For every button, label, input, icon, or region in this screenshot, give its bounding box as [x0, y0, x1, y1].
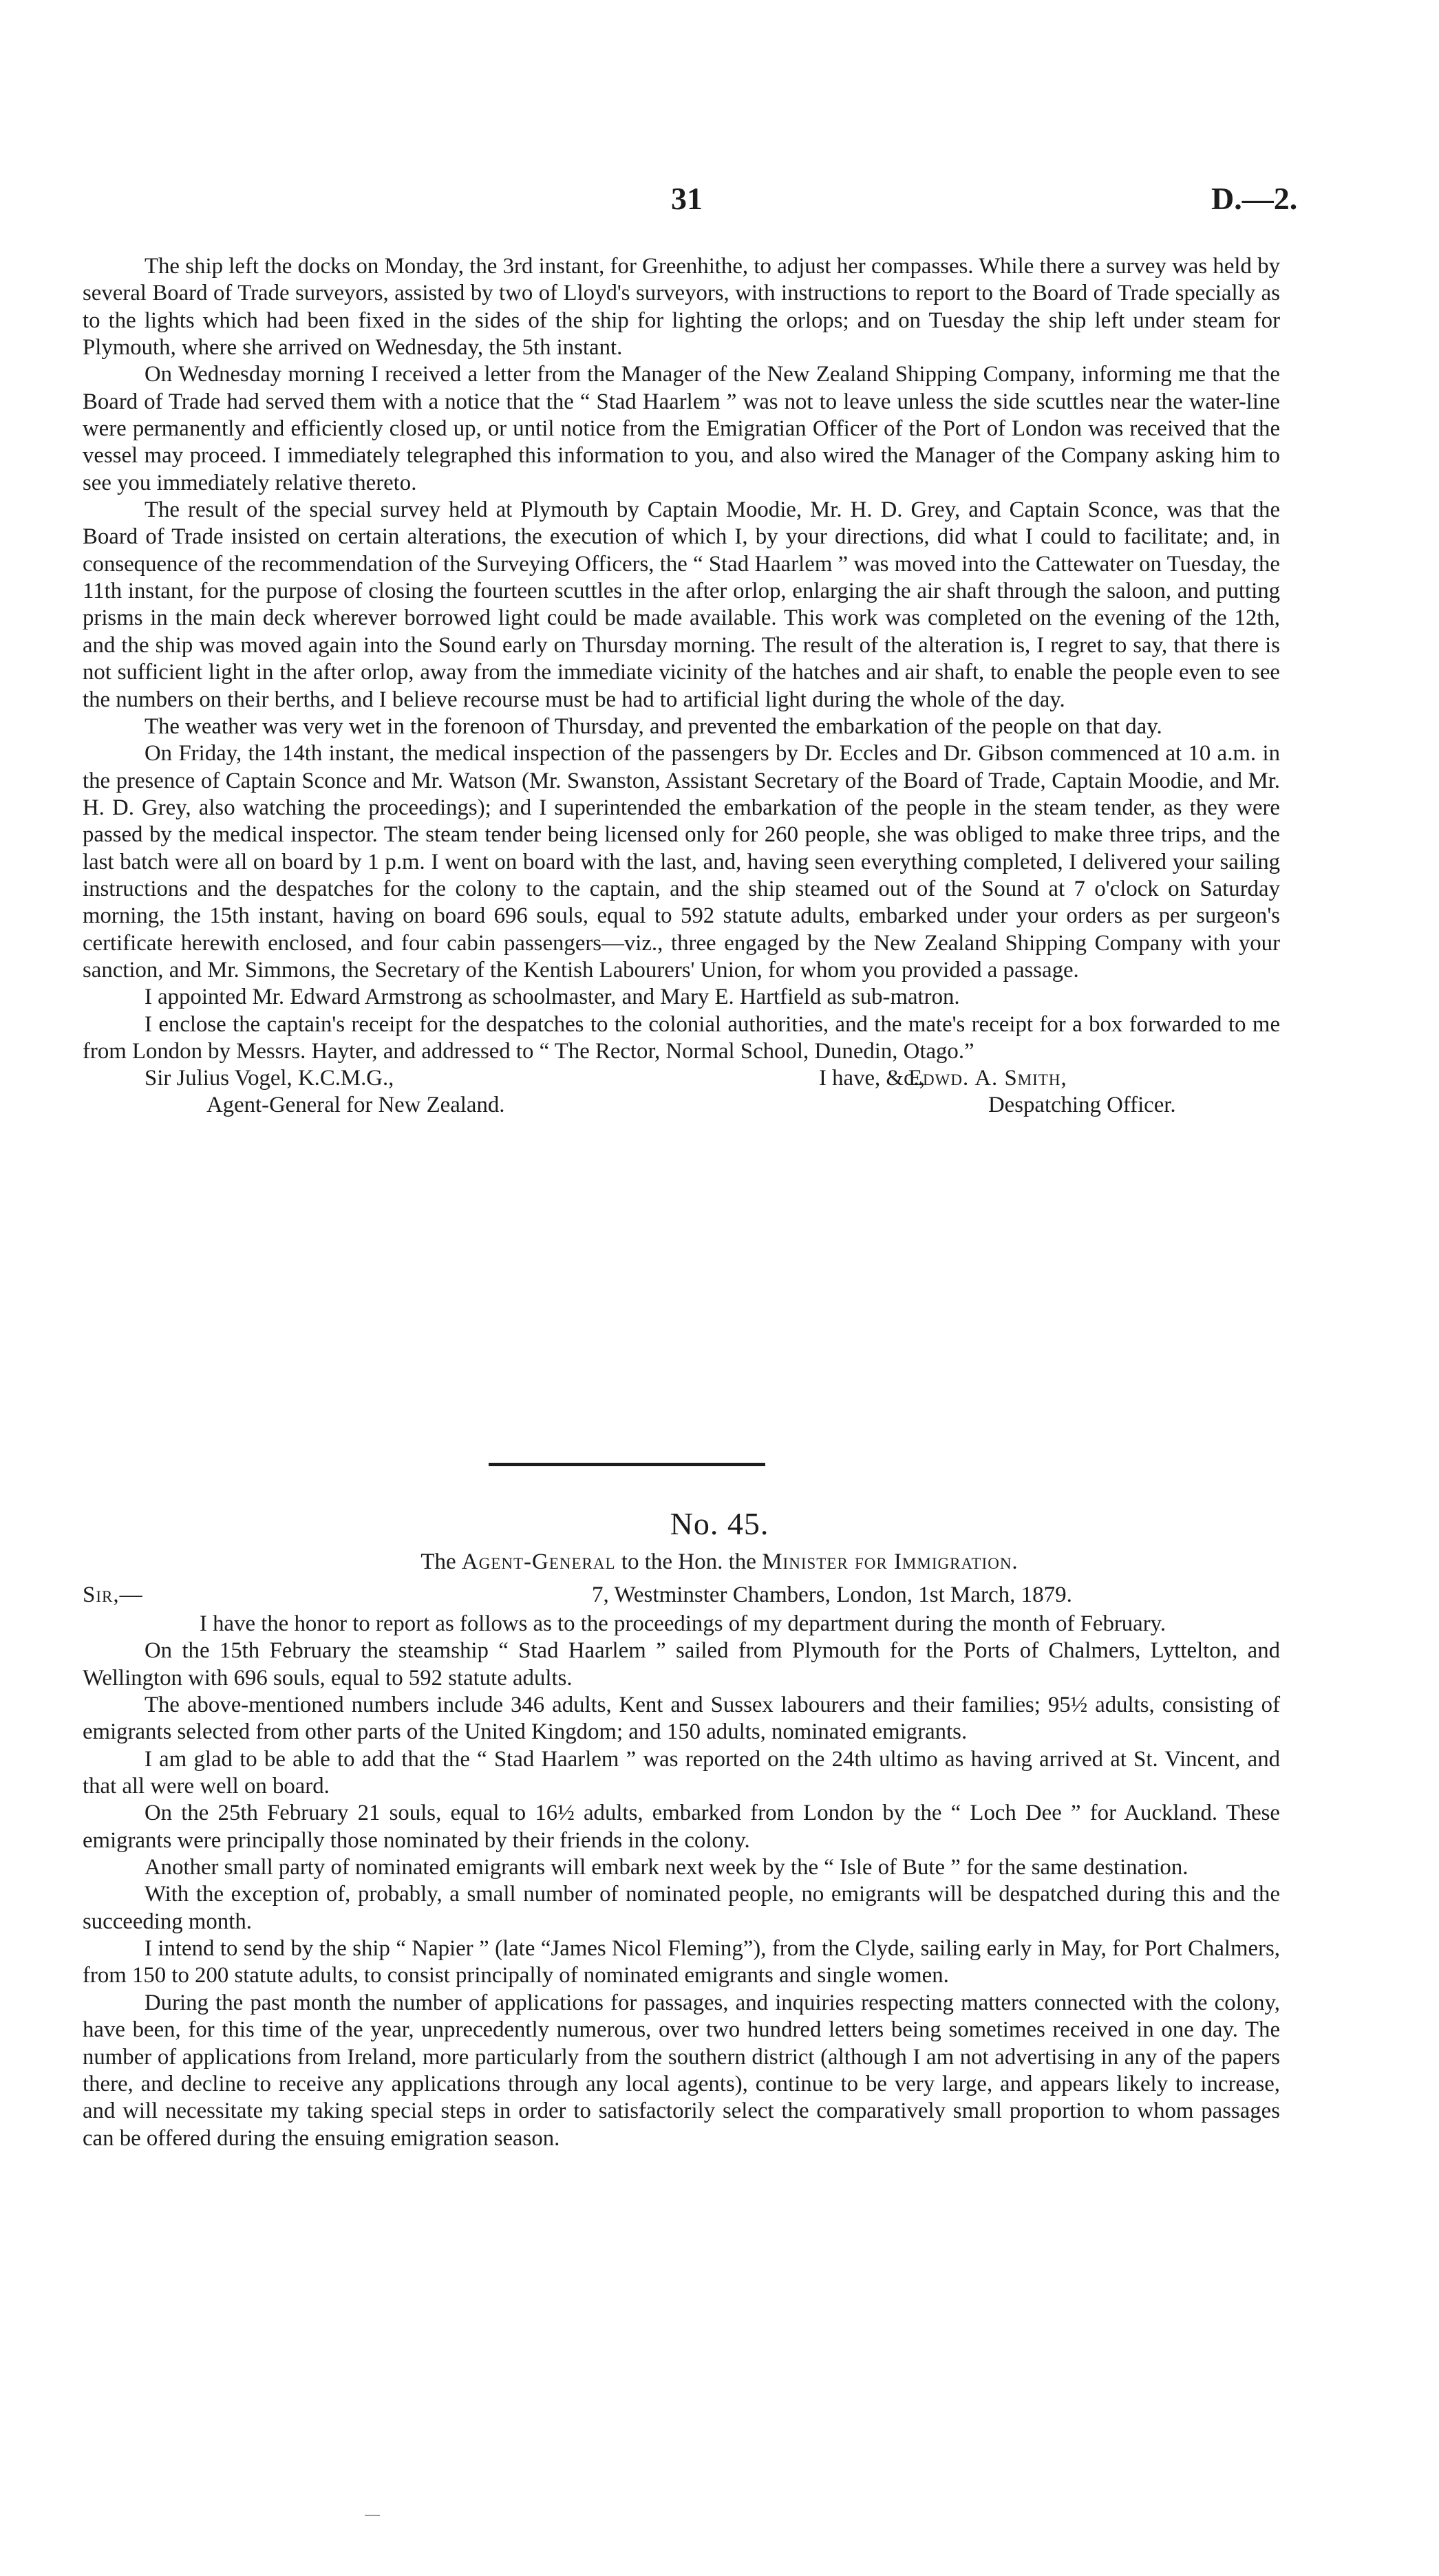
paragraph: On the 25th February 21 souls, equal to 16½ adults, embarked from London by the “ Loch Dee ” for Auckland. These emigrants were principally those nominated by their friends in the colony.	[83, 1801, 1280, 1853]
paragraph: The weather was very wet in the forenoon of Thursday, and prevented the embarkation of the people on that day.	[145, 713, 1162, 739]
document-reference: D.—2.	[1211, 181, 1298, 216]
recipient-title: Agent-General for New Zealand.	[206, 1093, 505, 1118]
signatory-title: Despatching Officer.	[988, 1093, 1176, 1118]
closing: I have, &c.,	[819, 1066, 925, 1091]
letter-45-body	[83, 1611, 1280, 2152]
paragraph: I appointed Mr. Edward Armstrong as schoolmaster, and Mary E. Hartfield as sub-matron.	[145, 985, 960, 1010]
signature-row-2	[83, 1092, 1280, 1119]
paragraph: Another small party of nominated emigrants will embark next week by the “ Isle of Bute ” for the same destination.	[145, 1855, 1188, 1880]
paragraph: With the exception of, probably, a small number of nominated people, no emigrants will be despatched during this and the succeeding month.	[83, 1882, 1280, 1934]
paragraph: I intend to send by the ship “ Napier ” (late “James Nicol Fleming”), from the Clyde, sailing early in May, for Port Chalmers, from 150 to 200 statute adults, to consist principally of nominated emigrants and single women.	[83, 1936, 1280, 1988]
addressed-line	[0, 1549, 1439, 1575]
addressed-mid: to the Hon. the	[621, 1549, 756, 1574]
page-mark	[365, 2515, 380, 2516]
paragraph: During the past month the number of applications for passages, and inquiries respecting matters connected with the colony, have been, for this time of the year, unprecedently numerous, over two hundred letters being sometimes received in one day. The number of applications from Ireland, more particularly from the southern district (although I am not advertising in any of the papers there, and decline to receive any applications through any local agents), continue to be very large, and appears likely to increase, and will necessitate my taking special steps in order to satisfactorily select the comparatively small proportion to whom passages can be offered during the ensuing emigration season.	[83, 1990, 1280, 2151]
signatory-rest: A. Smith,	[974, 1066, 1067, 1091]
paragraph: I have the honor to report as follows as to the proceedings of my department during the month of February.	[200, 1611, 1166, 1636]
addressed-prefix: The	[420, 1549, 456, 1574]
sender-address: 7, Westminster Chambers, London, 1st March, 1879.	[592, 1582, 1072, 1607]
paragraph: The above-mentioned numbers include 346 adults, Kent and Sussex labourers and their families; 95½ adults, consisting of emigrants selected from other parts of the United Kingdom; and 150 adults, nominated emigrants.	[83, 1693, 1280, 1745]
salutation: Sir,—	[83, 1582, 143, 1607]
paragraph: The ship left the docks on Monday, the 3rd instant, for Greenhithe, to adjust her compasses. While there a survey was held by several Board of Trade surveyors, assisted by two of Lloyd's surveyors, with instructions to report to the Board of Trade specially as to the lights which had been fixed in the sides of the ship for lighting the orlops; and on Tuesday the ship left under steam for Plymouth, where she arrived on Wednesday, the 5th instant.	[83, 254, 1280, 361]
letter-number-heading: No. 45.	[670, 1506, 769, 1541]
section-divider	[489, 1463, 765, 1466]
recipient-name: Sir Julius Vogel, K.C.M.G.,	[145, 1066, 394, 1091]
signatory-first: Edwd.	[908, 1066, 970, 1091]
paragraph: I enclose the captain's receipt for the despatches to the colonial authorities, and the mate's receipt for a box forwarded to me from London by Messrs. Hayter, and addressed to “ The Rector, Normal School, Dunedin, Otago.”	[83, 1011, 1280, 1064]
letter-44-body	[83, 253, 1280, 1119]
paragraph: On Wednesday morning I received a letter from the Manager of the New Zealand Shipping Company, informing me that the Board of Trade had served them with a notice that the “ Stad Haarlem ” was not to leave unless the side scuttles near the water-line were permanently and efficiently closed up, or until notice from the Emigratian Officer of the Port of London was received that the vessel may proceed. I immediately telegraphed this information to you, and also wired the Manager of the Company asking him to see you immediately relative thereto.	[83, 362, 1280, 495]
page-number: 31	[671, 181, 703, 216]
signature-row-1	[83, 1065, 1280, 1092]
paragraph: On the 15th February the steamship “ Stad Haarlem ” sailed from Plymouth for the Ports of Chalmers, Lyttelton, and Wellington with 696 souls, equal to 592 statute adults.	[83, 1638, 1280, 1690]
signatory	[908, 1065, 1067, 1092]
paragraph: The result of the special survey held at Plymouth by Captain Moodie, Mr. H. D. Grey, and Captain Sconce, was that the Board of Trade insisted on certain alterations, the execution of which I, by your directions, did what I could to facilitate; and, in consequence of the recommendation of the Surveying Officers, the “ Stad Haarlem ” was moved into the Cattewater on Tuesday, the 11th instant, for the purpose of closing the fourteen scuttles in the after orlop, enlarging the air shaft through the saloon, and putting prisms in the main deck wherever borrowed light could be made available. This work was completed on the evening of the 12th, and the ship was moved again into the Sound early on Thursday morning. The result of the alteration is, I regret to say, that there is not sufficient light in the after orlop, away from the immediate vicinity of the hatches and air shaft, to enable the people even to see the numbers on their berths, and I believe recourse must be had to artificial light during the whole of the day.	[83, 497, 1280, 712]
addressed-to: Minister for Immigration.	[762, 1549, 1019, 1574]
addressed-from: Agent-General	[461, 1549, 616, 1574]
salutation-row	[83, 1582, 1280, 1613]
paragraph: On Friday, the 14th instant, the medical inspection of the passengers by Dr. Eccles and Dr. Gibson commenced at 10 a.m. in the presence of Captain Sconce and Mr. Watson (Mr. Swanston, Assistant Secretary of the Board of Trade, Captain Moodie, and Mr. H. D. Grey, also watching the proceedings); and I superintended the embarkation of the people in the steam tender, as they were passed by the medical inspector. The steam tender being licensed only for 260 people, she was obliged to make three trips, and the last batch were all on board by 1 p.m. I went on board with the last, and, having seen everything completed, I delivered your sailing instructions and the despatches for the colony to the captain, and the ship steamed out of the Sound at 7 o'clock on Saturday morning, the 15th instant, having on board 696 souls, equal to 592 statute adults, embarked under your orders as per surgeon's certificate herewith enclosed, and four cabin passengers—viz., three engaged by the New Zealand Shipping Company with your sanction, and Mr. Simmons, the Secretary of the Kentish Labourers' Union, for whom you provided a passage.	[83, 741, 1280, 983]
paragraph: I am glad to be able to add that the “ Stad Haarlem ” was reported on the 24th ultimo as having arrived at St. Vincent, and that all were well on board.	[83, 1746, 1280, 1799]
